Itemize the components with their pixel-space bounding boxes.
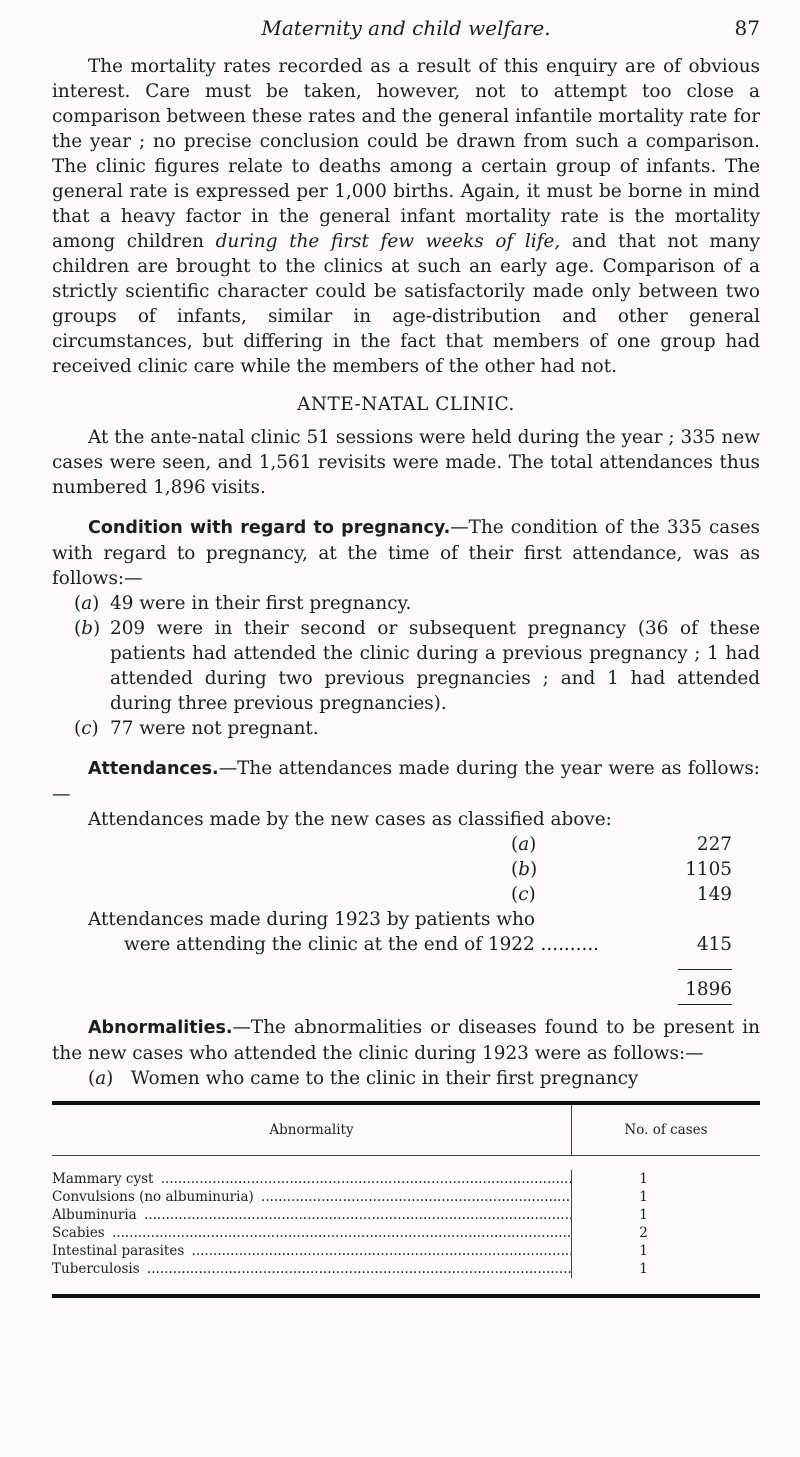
attendance-row: (a) 227 [511, 834, 732, 855]
list-item: (b) 209 were in their second or subsequent pregnancy (36 of these patients had attended the clinic during a previous pregnancy ; 1 had attended during two previous pregnancies ; and 1 had attended during three previous pregnancies). [74, 618, 760, 714]
attendance-row: (c) 149 [511, 884, 732, 905]
attendance-row-label: c [518, 884, 529, 905]
abnormality-name: Albuminuria [52, 1207, 140, 1223]
table-row [52, 1260, 571, 1278]
abnormalities-text: —The abnormalities or diseases found to be present in the new cases who attended the clinic during 1923 were as follows:— [52, 1017, 760, 1064]
col-cases-header: No. of cases [624, 1122, 708, 1138]
case-count: 1 [639, 1261, 648, 1277]
case-count: 1 [639, 1207, 648, 1223]
case-count: 2 [639, 1225, 648, 1241]
attendances-heading: Attendances. [88, 759, 219, 779]
abnormality-name: Scabies [52, 1225, 108, 1241]
attendances-paragraph [52, 756, 760, 807]
abnormalities-sub-text: Women who came to the clinic in their first pregnancy [130, 1068, 639, 1089]
list-item-text: 49 were in their first pregnancy. [110, 593, 412, 614]
abnormalities-sub-label: a [95, 1068, 107, 1089]
page-header [52, 14, 760, 54]
list-item-text: 209 were in their second or subsequent pregnancy (36 of these patients had attended the clinic during a previous pregnancy ; 1 had attended during two previous pregnancies ; and 1 had attended during three previous pregnancies). [110, 618, 760, 714]
total-rule-top [678, 969, 732, 970]
attendance-row-value: 227 [696, 834, 732, 855]
counts-column [572, 1170, 760, 1278]
list-item-label: a [81, 593, 93, 614]
abnormality-name: Intestinal parasites [52, 1243, 187, 1259]
list-item-label: b [81, 618, 93, 639]
table-row [52, 1242, 571, 1260]
returning-line-1: Attendances made during 1923 by patients who [88, 909, 535, 930]
table-body [52, 1156, 760, 1294]
condition-text: —The condition of the 335 cases with regard to pregnancy, at the time of their first attendance, was as follows:— [52, 517, 760, 589]
attendance-row-label: a [518, 834, 530, 855]
condition-paragraph [52, 515, 760, 591]
intro-text-1: The mortality rates recorded as a result of this enquiry are of obvious interest. Care must be taken, however, not to attempt too close a comparison between these rates and the general infantile mortality rate for the year ; no precise conclusion could be drawn from such a comparison. The clinic figures relate to deaths among a certain group of infants. The general rate is expressed per 1,000 births. Again, it must be borne in mind that a heavy factor in the general infant mortality rate is the mortality among children [52, 56, 760, 252]
total-rule-bottom [678, 1004, 732, 1005]
abnormalities-paragraph [52, 1015, 760, 1066]
returning-line-2 [124, 932, 599, 957]
total-value: 1896 [685, 979, 732, 1000]
attendances-block [52, 807, 760, 1003]
section-heading: ANTE-NATAL CLINIC. [297, 394, 515, 415]
antenatal-paragraph: At the ante-natal clinic 51 sessions were held during the year ; 335 new cases were seen, and 1,561 revisits were made. The total attendances thus numbered 1,896 visits. [52, 427, 760, 498]
table-row [52, 1206, 571, 1224]
intro-text-2: and that not many children are brought to the clinics at such an early age. Comparison of a strictly scientific character could be satisfactorily made only between two groups of infants, similar in age-distribution and other general circumstances, but differing in the fact that members of one group had received clinic care while the members of the other had not. [52, 231, 761, 377]
list-item: (c) 77 were not pregnant. [52, 716, 760, 741]
condition-list [52, 591, 760, 741]
case-count: 1 [639, 1171, 648, 1187]
intro-paragraph [52, 54, 760, 379]
names-column [52, 1170, 572, 1278]
table-row [52, 1188, 571, 1206]
document-page [52, 0, 760, 1298]
abnormality-name: Mammary cyst [52, 1171, 156, 1187]
attendance-row: (b) 1105 [511, 859, 732, 880]
returning-line-2-text: were attending the clinic at the end of 1922 [124, 934, 535, 955]
list-item-text: 77 were not pregnant. [110, 718, 319, 739]
attendance-row-value: 149 [696, 884, 732, 905]
list-item: (a) 49 were in their first pregnancy. [52, 591, 760, 616]
attendance-row-label: b [518, 859, 530, 880]
condition-heading: Condition with regard to pregnancy. [88, 518, 451, 538]
total-row [52, 957, 760, 1003]
attendance-row-value: 1105 [685, 859, 732, 880]
returning-value: 415 [696, 934, 732, 955]
new-cases-label: Attendances made by the new cases as classified above: [88, 809, 612, 830]
page-number: 87 [734, 16, 760, 40]
case-count: 1 [639, 1243, 648, 1259]
abnormalities-sub: (a) Women who came to the clinic in their first pregnancy [88, 1068, 639, 1089]
intro-italic: during the first few weeks of life, [215, 231, 561, 252]
abnormality-table [52, 1101, 760, 1298]
abnormalities-heading: Abnormalities. [88, 1018, 233, 1038]
attendances-text: —The attendances made during the year were as follows:— [52, 758, 760, 805]
abnormality-name: Convulsions (no albuminuria) [52, 1189, 257, 1205]
table-header [52, 1105, 760, 1156]
list-item-label: c [81, 718, 92, 739]
running-title: Maternity and child welfare. [261, 16, 551, 40]
returning-leader: .......... [540, 934, 600, 955]
col-abnormality-header: Abnormality [52, 1105, 572, 1155]
returning-row [52, 932, 760, 957]
table-row [52, 1224, 571, 1242]
abnormality-name: Tuberculosis [52, 1261, 143, 1277]
case-count: 1 [639, 1189, 648, 1205]
table-row [52, 1170, 571, 1188]
